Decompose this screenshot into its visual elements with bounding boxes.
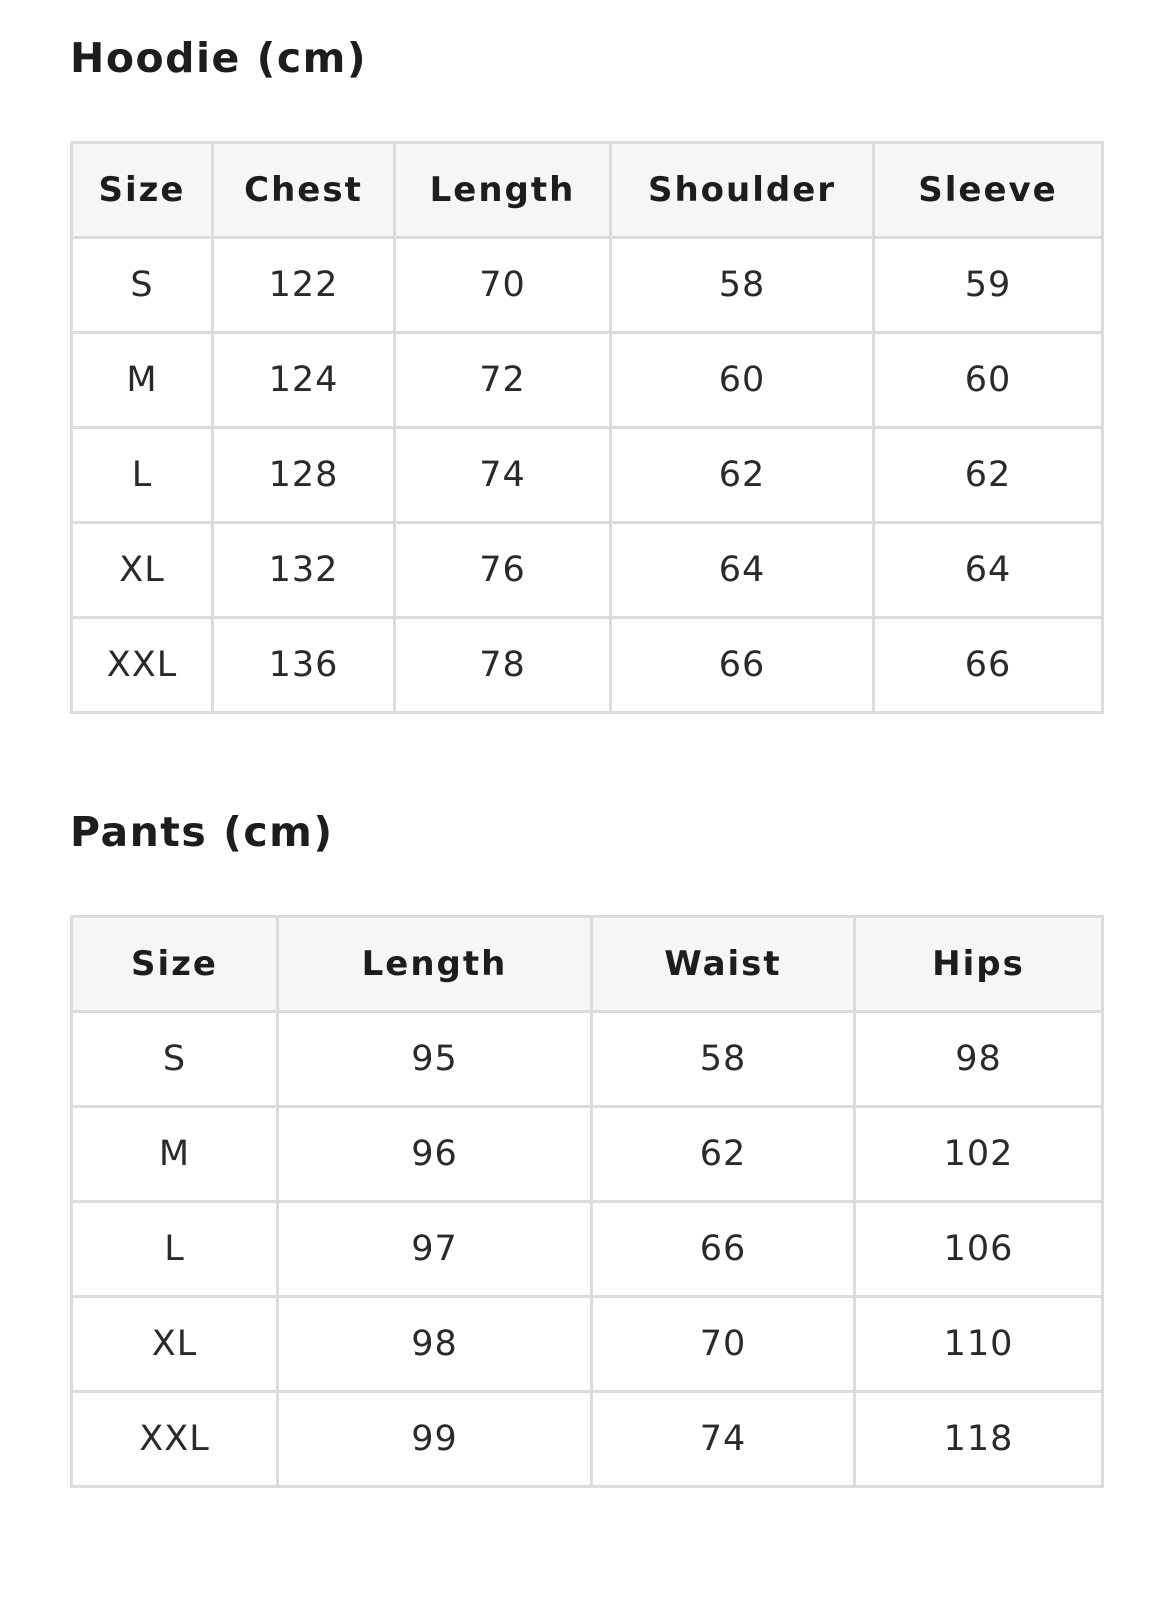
cell-shoulder: 62 xyxy=(611,428,874,523)
pants-size-table xyxy=(70,915,1104,1488)
cell-sleeve: 59 xyxy=(874,238,1103,333)
cell-size: XXL xyxy=(72,618,213,713)
column-header-size: Size xyxy=(72,143,213,238)
cell-waist: 74 xyxy=(592,1392,855,1487)
cell-size: XL xyxy=(72,1297,278,1392)
cell-size: S xyxy=(72,1012,278,1107)
cell-chest: 132 xyxy=(213,523,395,618)
cell-size: S xyxy=(72,238,213,333)
cell-hips: 102 xyxy=(855,1107,1103,1202)
cell-waist: 66 xyxy=(592,1202,855,1297)
column-header-chest: Chest xyxy=(213,143,395,238)
table-row xyxy=(72,1392,1103,1487)
cell-length: 97 xyxy=(278,1202,592,1297)
cell-size: XXL xyxy=(72,1392,278,1487)
cell-waist: 62 xyxy=(592,1107,855,1202)
table-header-row xyxy=(72,917,1103,1012)
cell-length: 76 xyxy=(395,523,611,618)
hoodie-size-table xyxy=(70,141,1104,714)
column-header-sleeve: Sleeve xyxy=(874,143,1103,238)
cell-shoulder: 58 xyxy=(611,238,874,333)
table-row xyxy=(72,238,1103,333)
hoodie-size-chart-title: Hoodie (cm) xyxy=(70,34,368,82)
cell-length: 98 xyxy=(278,1297,592,1392)
cell-size: L xyxy=(72,1202,278,1297)
cell-length: 72 xyxy=(395,333,611,428)
table-row xyxy=(72,618,1103,713)
cell-length: 95 xyxy=(278,1012,592,1107)
cell-waist: 70 xyxy=(592,1297,855,1392)
cell-shoulder: 64 xyxy=(611,523,874,618)
cell-hips: 110 xyxy=(855,1297,1103,1392)
pants-size-chart-title: Pants (cm) xyxy=(70,808,334,856)
cell-length: 78 xyxy=(395,618,611,713)
table-row xyxy=(72,1202,1103,1297)
cell-chest: 124 xyxy=(213,333,395,428)
column-header-shoulder: Shoulder xyxy=(611,143,874,238)
cell-size: L xyxy=(72,428,213,523)
cell-sleeve: 66 xyxy=(874,618,1103,713)
table-row xyxy=(72,1107,1103,1202)
cell-chest: 128 xyxy=(213,428,395,523)
cell-hips: 98 xyxy=(855,1012,1103,1107)
column-header-hips: Hips xyxy=(855,917,1103,1012)
cell-size: M xyxy=(72,1107,278,1202)
column-header-length: Length xyxy=(278,917,592,1012)
column-header-waist: Waist xyxy=(592,917,855,1012)
table-header-row xyxy=(72,143,1103,238)
cell-shoulder: 66 xyxy=(611,618,874,713)
cell-chest: 122 xyxy=(213,238,395,333)
cell-waist: 58 xyxy=(592,1012,855,1107)
cell-sleeve: 64 xyxy=(874,523,1103,618)
table-row xyxy=(72,333,1103,428)
column-header-size: Size xyxy=(72,917,278,1012)
table-row xyxy=(72,523,1103,618)
cell-length: 96 xyxy=(278,1107,592,1202)
cell-length: 70 xyxy=(395,238,611,333)
cell-size: XL xyxy=(72,523,213,618)
table-row xyxy=(72,428,1103,523)
cell-hips: 106 xyxy=(855,1202,1103,1297)
table-row xyxy=(72,1297,1103,1392)
cell-length: 99 xyxy=(278,1392,592,1487)
cell-size: M xyxy=(72,333,213,428)
cell-hips: 118 xyxy=(855,1392,1103,1487)
cell-length: 74 xyxy=(395,428,611,523)
cell-shoulder: 60 xyxy=(611,333,874,428)
cell-sleeve: 60 xyxy=(874,333,1103,428)
cell-sleeve: 62 xyxy=(874,428,1103,523)
column-header-length: Length xyxy=(395,143,611,238)
cell-chest: 136 xyxy=(213,618,395,713)
table-row xyxy=(72,1012,1103,1107)
